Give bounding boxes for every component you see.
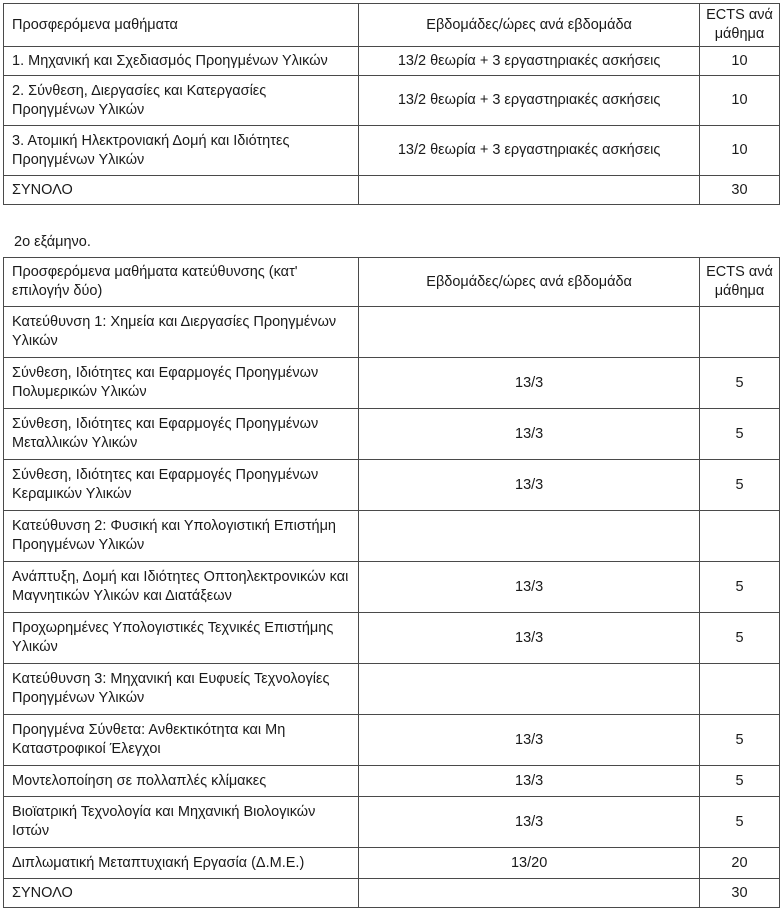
weeks-hours: 13/2 θεωρία + 3 εργαστηριακές ασκήσεις xyxy=(359,126,700,176)
table-row xyxy=(4,562,780,613)
table-row xyxy=(4,409,780,460)
weeks-hours: 13/3 xyxy=(359,358,700,409)
table-row xyxy=(4,766,780,797)
ects: 10 xyxy=(699,76,779,126)
table-row xyxy=(4,613,780,664)
ects: 5 xyxy=(699,766,779,797)
table-row xyxy=(4,126,780,176)
course-name: Κατεύθυνση 2: Φυσική και Υπολογιστική Επιστήμη Προηγμένων Υλικών xyxy=(4,511,359,562)
course-name: Κατεύθυνση 1: Χημεία και Διεργασίες Προηγμένων Υλικών xyxy=(4,307,359,358)
weeks-hours: 13/3 xyxy=(359,460,700,511)
header-courses: Προσφερόμενα μαθήματα κατεύθυνσης (κατ' επιλογήν δύο) xyxy=(4,258,359,307)
weeks-hours xyxy=(359,511,700,562)
weeks-hours: 13/3 xyxy=(359,766,700,797)
header-ects: ECTS ανά μάθημα xyxy=(699,258,779,307)
course-name: Σύνθεση, Ιδιότητες και Εφαρμογές Προηγμένων Πολυμερικών Υλικών xyxy=(4,358,359,409)
weeks-hours xyxy=(359,307,700,358)
course-name: Μοντελοποίηση σε πολλαπλές κλίμακες xyxy=(4,766,359,797)
ects: 5 xyxy=(699,715,779,766)
table-row xyxy=(4,460,780,511)
table-header-row xyxy=(4,4,780,47)
table-row xyxy=(4,848,780,879)
course-name: Προηγμένα Σύνθετα: Ανθεκτικότητα και Μη Καταστροφικοί Έλεγχοι xyxy=(4,715,359,766)
ects: 5 xyxy=(699,460,779,511)
course-name: 2. Σύνθεση, Διεργασίες και Κατεργασίες Προηγμένων Υλικών xyxy=(4,76,359,126)
weeks-hours xyxy=(359,664,700,715)
ects xyxy=(699,307,779,358)
total-ects: 30 xyxy=(699,176,779,205)
header-ects: ECTS ανά μάθημα xyxy=(699,4,779,47)
table-row xyxy=(4,715,780,766)
ects: 5 xyxy=(699,797,779,848)
ects: 10 xyxy=(699,47,779,76)
header-courses: Προσφερόμενα μαθήματα xyxy=(4,4,359,47)
table-row xyxy=(4,76,780,126)
course-name: Ανάπτυξη, Δομή και Ιδιότητες Οπτοηλεκτρονικών και Μαγνητικών Υλικών και Διατάξεων xyxy=(4,562,359,613)
weeks-hours: 13/3 xyxy=(359,613,700,664)
weeks-hours: 13/3 xyxy=(359,409,700,460)
ects: 5 xyxy=(699,358,779,409)
weeks-hours: 13/3 xyxy=(359,797,700,848)
course-name: Βιοϊατρική Τεχνολογία και Μηχανική Βιολογικών Ιστών xyxy=(4,797,359,848)
weeks-hours: 13/2 θεωρία + 3 εργαστηριακές ασκήσεις xyxy=(359,76,700,126)
course-name: Κατεύθυνση 3: Μηχανική και Ευφυείς Τεχνολογίες Προηγμένων Υλικών xyxy=(4,664,359,715)
track-row xyxy=(4,307,780,358)
weeks-hours: 13/2 θεωρία + 3 εργαστηριακές ασκήσεις xyxy=(359,47,700,76)
total-row xyxy=(4,879,780,908)
course-name: Σύνθεση, Ιδιότητες και Εφαρμογές Προηγμένων Κεραμικών Υλικών xyxy=(4,460,359,511)
semester2-courses-table xyxy=(3,257,780,908)
course-name: Σύνθεση, Ιδιότητες και Εφαρμογές Προηγμένων Μεταλλικών Υλικών xyxy=(4,409,359,460)
course-name: Διπλωματική Μεταπτυχιακή Εργασία (Δ.Μ.Ε.) xyxy=(4,848,359,879)
weeks-hours: 13/3 xyxy=(359,715,700,766)
track-row xyxy=(4,664,780,715)
table-header-row xyxy=(4,258,780,307)
table-row xyxy=(4,797,780,848)
semester-label: 2ο εξάμηνο. xyxy=(14,234,91,250)
course-name: 3. Ατομική Ηλεκτρονιακή Δομή και Ιδιότητες Προηγμένων Υλικών xyxy=(4,126,359,176)
weeks-hours: 13/3 xyxy=(359,562,700,613)
header-weeks-hours: Εβδομάδες/ώρες ανά εβδομάδα xyxy=(359,258,700,307)
ects xyxy=(699,664,779,715)
ects: 5 xyxy=(699,613,779,664)
ects: 5 xyxy=(699,409,779,460)
semester1-courses-table xyxy=(3,3,780,205)
weeks-hours xyxy=(359,176,700,205)
table-row xyxy=(4,358,780,409)
header-weeks-hours: Εβδομάδες/ώρες ανά εβδομάδα xyxy=(359,4,700,47)
total-label: ΣΥΝΟΛΟ xyxy=(4,879,359,908)
course-name: 1. Μηχανική και Σχεδιασμός Προηγμένων Υλικών xyxy=(4,47,359,76)
course-name: Προχωρημένες Υπολογιστικές Τεχνικές Επιστήμης Υλικών xyxy=(4,613,359,664)
weeks-hours xyxy=(359,879,700,908)
total-row xyxy=(4,176,780,205)
total-label: ΣΥΝΟΛΟ xyxy=(4,176,359,205)
ects: 5 xyxy=(699,562,779,613)
ects: 10 xyxy=(699,126,779,176)
ects xyxy=(699,511,779,562)
track-row xyxy=(4,511,780,562)
total-ects: 30 xyxy=(699,879,779,908)
weeks-hours: 13/20 xyxy=(359,848,700,879)
ects: 20 xyxy=(699,848,779,879)
table-row xyxy=(4,47,780,76)
